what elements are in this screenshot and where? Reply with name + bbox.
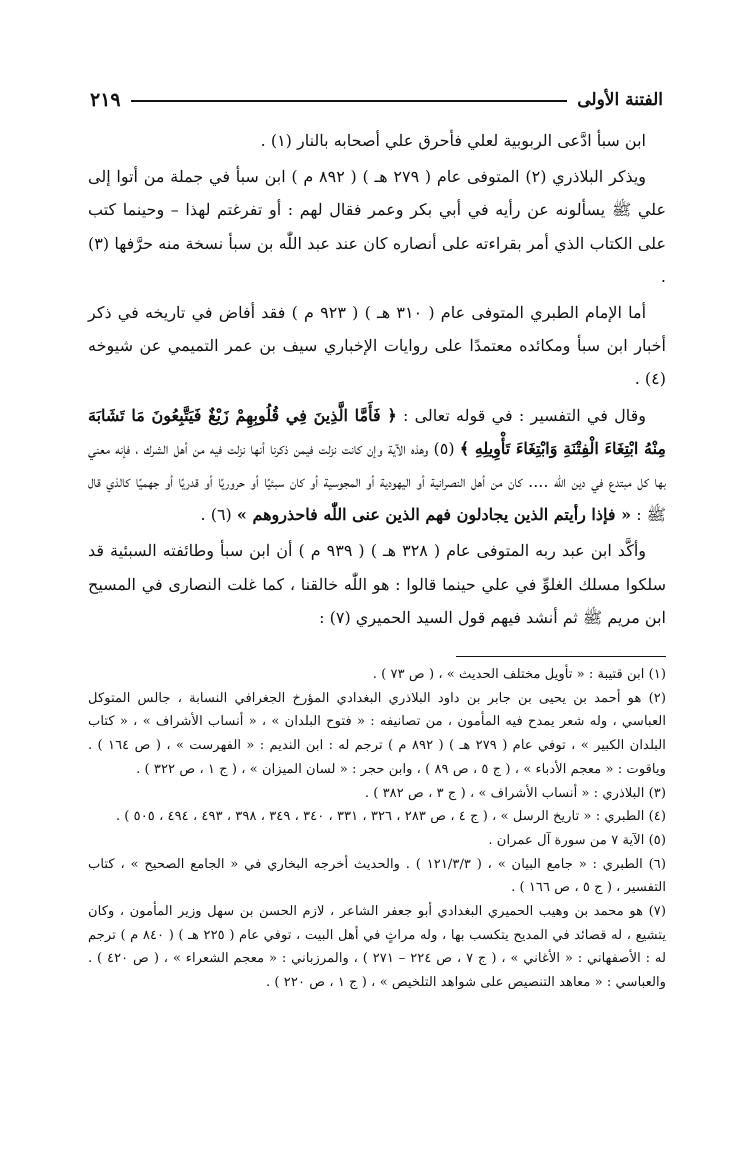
footnote-6: (٦) الطبري : « جامع البيان » ، ( ١٢١/٣/٣ ) . والحديث أخرجه البخاري في « الجامع الصحيح » ، كتاب التفسير ، ( ج ٥ ، ص ١٦٦ ) . <box>88 856 666 896</box>
chapter-title: الفتنة الأولى <box>577 90 663 110</box>
paragraph-5: وأكَّد ابن عبد ربه المتوفى عام ( ٣٢٨ هـ ) ( ٩٣٩ م ) أن ابن سبأ وطائفته السبئية قد سلكوا مسلك الغلوِّ في علي حينما قالوا : هو اللّٰه خالقنا ، كما غلت النصارى في المسيح ابن مريم ﷺ ثم أنشد فيهم قول السيد الحميري (٧) : <box>88 541 666 627</box>
tafsir-commentary: (٥) وهذه الآية وإن كانت نزلت فيمن ذكرنا أنها نزلت فيه من أهل الشرك ، فإنه معني بها كل مبتدع في دين اللّٰه .... كان من أهل النصرانية أو اليهودية أو المجوسية أو كان سبئيًا أو حروريًا أو قدريًا أو جهميًا كالذي قال ﷺ : <box>88 438 666 525</box>
paragraph-2: ويذكر البلاذري (٢) المتوفى عام ( ٢٧٩ هـ ) ( ٨٩٢ م ) ابن سبأ في جملة من أتوا إلى علي ﷺ يسألونه عن رأيه في أبي بكر وعمر فقال لهم : أو تفرغتم لهذا – وحينما كتب على الكتاب الذي أمر بقراءته على أنصاره كان عند عبد اللّٰه بن سبأ نسخة منه حرَّفها (٣) . <box>88 167 666 286</box>
footnote-1: (١) ابن قتيبة : « تأويل مختلف الحديث » ، ( ص ٧٣ ) . <box>372 667 666 682</box>
footnote-4: (٤) الطبري : « تاريخ الرسل » ، ( ج ٤ ، ص ٢٨٣ ، ٣٢٦ ، ٣٣١ ، ٣٤٠ ، ٣٤٩ ، ٣٩٨ ، ٤٩٣ ، ٤٩٤ ، ٥٠٥ ) . <box>115 809 666 825</box>
footnote-separator <box>456 656 666 657</box>
footnote-5: (٥) الآية ٧ من سورة آل عمران . <box>488 832 666 848</box>
quran-verse: ﴿ فَأَمَّا الَّذِينَ فِي قُلُوبِهِمْ زَيْغٌ فَيَتَّبِعُونَ مَا تَشَابَهَ مِنْهُ ابْتِغَاءَ الْفِتْنَةِ وَابْتِغَاءَ تَأْوِيلِهِ ﴾ <box>88 405 666 458</box>
main-text <box>88 124 666 634</box>
paragraph-3: أما الإمام الطبري المتوفى عام ( ٣١٠ هـ ) ( ٩٢٣ م ) فقد أفاض في تاريخه في ذكر أخبار ابن سبأ ومكائده معتمدًا على روايات الإخباري سيف بن عمر التميمي عن شيوخه (٤) . <box>88 303 666 389</box>
tafsir-intro: وقال في التفسير : في قوله تعالى : <box>402 405 646 425</box>
footnote-2: (٢) هو أحمد بن يحيى بن جابر بن داود البلاذري البغدادي المؤرخ الجغرافي النسابة ، جالس المتوكل العباسي ، وله شعر يمدح فيه المأمون ، من تصانيفه : « فتوح البلدان » ، « أنساب الأشراف » ، « كتاب البلدان الكبير » ، توفي عام ( ٢٧٩ هـ ) ( ٨٩٢ م ) ترجم له : ابن النديم : « الفهرست » ، ( ص ١٦٤ ) . وياقوت : « معجم الأدباء » ، ( ج ٥ ، ص ٨٩ ) ، وابن حجر : « لسان الميزان » ، ( ج ١ ، ص ٣٢٢ ) . <box>88 690 666 777</box>
footnote-3: (٣) البلاذري : « أنساب الأشراف » ، ( ج ٣ ، ص ٣٨٢ ) . <box>364 785 666 801</box>
footnote-7: (٧) هو محمد بن وهيب الحميري البغدادي أبو جعفر الشاعر ، لازم الحسن بن سهل وزير المأمون ، وكان يتشيع ، له قصائد في المديح يتكسب بها ، وله مراثٍ في أهل البيت ، توفي عام ( ٢٢٥ هـ ) ( ٨٤٠ م ) ترجم له : الأصفهاني : « الأغاني » ، ( ج ٧ ، ص ٢٢٤ – ٢٧١ ) ، والمرزباني : « معجم الشعراء » ، ( ص ٤٢٠ ) . والعباسي : « معاهد التنصيص على شواهد التلخيص » ، ( ج ١ ، ص ٢٢٠ ) . <box>88 904 666 991</box>
tafsir-footnote-ref: (٦) . <box>200 505 232 525</box>
header-rule <box>131 100 568 102</box>
page-number: ٢١٩ <box>90 89 121 111</box>
footnotes <box>88 663 666 995</box>
paragraph-1: ابن سبأ ادَّعى الربوبية لعلي فأحرق علي أصحابه بالنار (١) . <box>260 131 646 150</box>
hadith-quote: « فإذا رأيتم الذين يجادلون فهم الذين عنى اللّٰه فاحذروهم » <box>236 505 632 525</box>
running-header <box>90 86 663 114</box>
paragraph-4 <box>88 399 666 532</box>
